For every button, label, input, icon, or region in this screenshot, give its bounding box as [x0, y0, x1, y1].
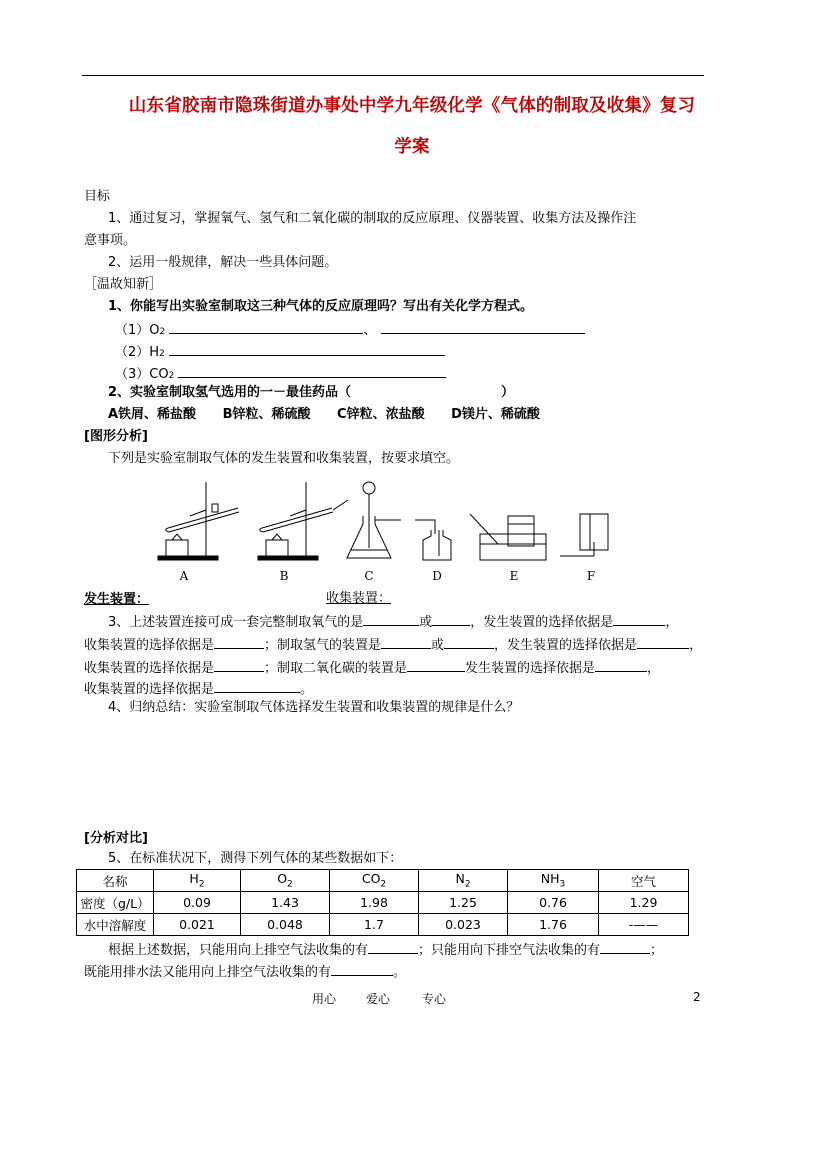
- answer-blank[interactable]: [444, 635, 494, 649]
- question-2-close: ）: [501, 385, 515, 400]
- footer-word: 用心: [312, 992, 337, 1006]
- apparatus-a: [158, 482, 239, 560]
- document-title-line2: 学案: [394, 137, 430, 157]
- q3-text: 发生装置的选择依据是: [465, 661, 596, 676]
- answer-blank[interactable]: [637, 635, 689, 649]
- q5-text: 既能用排水法又能用向上排空气法收集的有: [84, 965, 332, 980]
- figure-label: D: [432, 569, 442, 583]
- figure-label: A: [179, 569, 189, 583]
- option-d: D镁片、稀硫酸: [451, 407, 540, 422]
- answer-blank[interactable]: [214, 679, 300, 693]
- question-5: 5、在标准状况下，测得下列气体的某些数据如下：: [108, 851, 403, 866]
- option-b: B锌粒、稀硫酸: [222, 407, 311, 422]
- q3-comma: ，: [689, 638, 703, 653]
- table-header-cell: 空气: [599, 870, 689, 892]
- answer-blank[interactable]: [169, 320, 363, 334]
- answer-blank[interactable]: [178, 364, 446, 378]
- q3-text: ；制取氢气的装置是: [264, 638, 382, 653]
- question-3-line4: [84, 679, 313, 698]
- answer-blank[interactable]: [381, 635, 431, 649]
- collector-label: [326, 590, 391, 607]
- goal-1a: 1、通过复习，掌握氧气、氢气和二氧化碳的制取的反应原理、仪器装置、收集方法及操作注: [108, 211, 637, 226]
- separator: 、: [363, 323, 377, 338]
- table-cell: 1.76: [508, 914, 599, 936]
- subscript: 2: [168, 371, 175, 381]
- answer-blank[interactable]: [407, 658, 465, 672]
- q1-item-2: [115, 342, 445, 363]
- table-row: [77, 892, 689, 914]
- table-header-cell: $O_2$: [241, 870, 330, 892]
- table-header-cell: $H_2$: [154, 870, 241, 892]
- collector-label-text: 收集装置：: [326, 591, 392, 606]
- question-4: 4、归纳总结：实验室制取气体选择发生装置和收集装置的规律是什么？: [108, 700, 520, 715]
- figure-label: E: [509, 569, 519, 583]
- q3-text: ，发生装置的选择依据是: [494, 638, 638, 653]
- table-header-cell: 名称: [77, 870, 154, 892]
- answer-blank[interactable]: [363, 612, 419, 626]
- header-rule: [82, 75, 704, 76]
- table-cell: 0.76: [508, 892, 599, 914]
- goal-1b: 意事项。: [84, 233, 137, 248]
- generator-label: [84, 590, 319, 608]
- question-5-line2: [84, 962, 406, 981]
- q1-item-3: [115, 364, 446, 385]
- apparatus-figure: [150, 480, 620, 585]
- q3-text: ；制取二氧化碳的装置是: [264, 661, 408, 676]
- table-cell: 0.048: [241, 914, 330, 936]
- subscript: 2: [159, 327, 166, 337]
- apparatus-d: [415, 520, 451, 560]
- table-cell: 水中溶解度: [77, 914, 154, 936]
- question-2: [108, 384, 514, 401]
- apparatus-c: [347, 482, 401, 558]
- figure-label: B: [279, 569, 289, 583]
- q1-item-1-label: （1）O: [115, 323, 160, 338]
- subscript: 2: [159, 349, 165, 359]
- question-2-options: [108, 406, 540, 423]
- answer-blank[interactable]: [214, 658, 264, 672]
- analysis-heading: [分析对比]: [84, 831, 148, 846]
- q3-text: 收集装置的选择依据是: [84, 682, 215, 697]
- table-header-cell: $NH_3$: [508, 870, 599, 892]
- q5-text: ；: [650, 943, 664, 958]
- generator-label-text: 发生装置：: [84, 592, 150, 607]
- table-header-cell: $N_2$: [419, 870, 508, 892]
- apparatus-b: [258, 482, 348, 560]
- q3-text: ，发生装置的选择依据是: [470, 615, 614, 630]
- answer-blank[interactable]: [432, 612, 470, 626]
- q3-or: 或: [419, 615, 433, 630]
- question-5-line1: [108, 940, 663, 959]
- table-cell: 1.43: [241, 892, 330, 914]
- page-number: 2: [693, 990, 701, 1004]
- question-3-line3: [84, 658, 660, 677]
- q5-text: ；只能用向下排空气法收集的有: [418, 943, 601, 958]
- question-2-text: 2、实验室制取氢气选用的一－最佳药品（: [108, 385, 352, 400]
- figure-heading: [图形分析]: [84, 429, 148, 444]
- answer-blank[interactable]: [331, 962, 393, 976]
- table-cell: 0.09: [154, 892, 241, 914]
- table-cell: 0.023: [419, 914, 508, 936]
- footer-word: 爱心: [366, 992, 391, 1006]
- q3-comma: ，: [647, 661, 661, 676]
- table-cell: 密度（g/L）: [77, 892, 154, 914]
- q3-text: 3、上述装置连接可成一套完整制取氧气的是: [108, 615, 364, 630]
- table-cell: 1.7: [330, 914, 419, 936]
- answer-blank[interactable]: [613, 612, 665, 626]
- figure-label: C: [364, 569, 374, 583]
- answer-blank[interactable]: [381, 320, 585, 334]
- figure-intro: 下列是实验室制取气体的发生装置和收集装置，按要求填空。: [108, 451, 460, 466]
- table-cell: -——: [599, 914, 689, 936]
- table-cell: 1.98: [330, 892, 419, 914]
- table-cell: 1.25: [419, 892, 508, 914]
- goal-2: 2、运用一般规律，解决一些具体问题。: [108, 255, 338, 270]
- question-3-line1: [108, 612, 678, 631]
- review-heading: ［温故知新］: [84, 277, 163, 292]
- q3-text: 收集装置的选择依据是: [84, 661, 215, 676]
- q3-or: 或: [431, 638, 445, 653]
- option-c: C锌粒、浓盐酸: [337, 407, 425, 422]
- q5-period: 。: [393, 965, 407, 980]
- table-cell: 1.29: [599, 892, 689, 914]
- document-title-line1: 山东省胶南市隐珠街道办事处中学九年级化学《气体的制取及收集》复习: [128, 96, 696, 116]
- question-1: 1、你能写出实验室制取这三种气体的反应原理吗？写出有关化学方程式。: [108, 299, 534, 314]
- q1-item-2-label: （2）H: [115, 345, 160, 360]
- table-header-row: [77, 870, 689, 892]
- q3-text: 收集装置的选择依据是: [84, 638, 215, 653]
- q5-text: 根据上述数据，只能用向上排空气法收集的有: [108, 943, 369, 958]
- answer-blank[interactable]: [214, 635, 264, 649]
- answer-blank[interactable]: [595, 658, 647, 672]
- answer-blank[interactable]: [600, 940, 650, 954]
- table-header-cell: $CO_2$: [330, 870, 419, 892]
- goal-heading: 目标: [84, 189, 111, 204]
- answer-blank[interactable]: [169, 342, 445, 356]
- apparatus-f: [560, 514, 608, 556]
- figure-label: F: [586, 569, 596, 583]
- apparatus-e: [470, 514, 546, 560]
- q3-comma: ，: [665, 615, 679, 630]
- footer-word: 专心: [422, 992, 447, 1006]
- question-3-line2: [84, 635, 702, 654]
- q3-period: 。: [300, 682, 314, 697]
- q1-item-1: [115, 320, 585, 341]
- table-cell: 0.021: [154, 914, 241, 936]
- option-a: A铁屑、稀盐酸: [108, 407, 197, 422]
- answer-blank[interactable]: [368, 940, 418, 954]
- q1-item-3-label: （3）CO: [115, 367, 169, 382]
- gas-data-table: [76, 869, 689, 936]
- table-row: [77, 914, 689, 936]
